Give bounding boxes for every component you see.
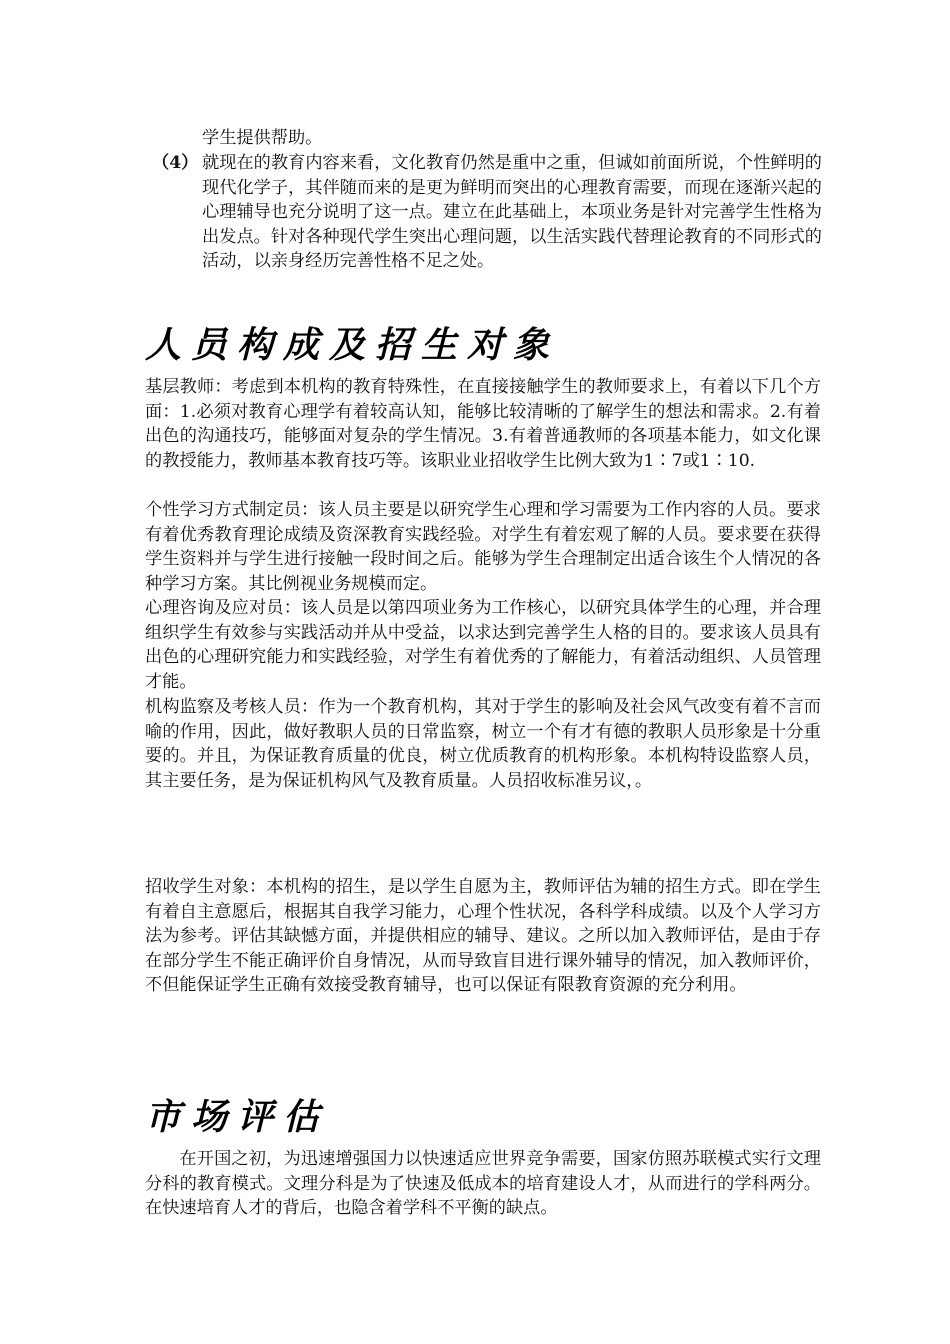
section-heading-staff: 人员构成及招生对象 — [145, 324, 560, 366]
paragraph-learning-planner: 个性学习方式制定员：该人员主要是以研究学生心理和学习需要为工作内容的人员。要求有着优秀教育理论成绩及资深教育实践经验。对学生有着宏观了解的人员。要求要在获得学生资料并与学生进行接触一段时间之后。能够为学生合理制定出适合该生个人情况的各种学习方案。其比例视业务规模而定。 — [145, 500, 821, 594]
continuation-text: 学生提供帮助。 — [202, 128, 323, 148]
paragraph-supervisor: 机构监察及考核人员：作为一个教育机构，其对于学生的影响及社会风气改变有着不言而喻的作用，因此，做好教职人员的日常监察，树立一个有才有德的教职人员形象是十分重要的。并且，为保证教育质量的优良，树立优质教育的机构形象。本机构特设监察人员，其主要任务，是为保证机构风气及教育质量。人员招收标准另议，。 — [145, 697, 821, 791]
paragraph-enrollment: 招收学生对象：本机构的招生，是以学生自愿为主，教师评估为辅的招生方式。即在学生有着自主意愿后，根据其自我学习能力，心理个性状况，各科学科成绩。以及个人学习方法为参考。评估其缺憾方面，并提供相应的辅导、建议。之所以加入教师评估，是由于存在部分学生不能正确评价自身情况，从而导致盲目进行课外辅导的情况，加入教师评价，不但能保证学生正确有效接受教育辅导，也可以保证有限教育资源的充分利用。 — [145, 877, 821, 996]
list-item-4 — [152, 151, 822, 274]
paragraph-market: 在开国之初，为迅速增强国力以快速适应世界竞争需要，国家仿照苏联模式实行文理分科的教育模式。文理分科是为了快速及低成本的培育建设人才，从而进行的学科两分。在快速培育人才的背后，也隐含着学科不平衡的缺点。 — [145, 1149, 821, 1219]
paragraph-counselor: 心理咨询及应对员：该人员是以第四项业务为工作核心，以研究具体学生的心理，并合理组织学生有效参与实践活动并从中受益，以求达到完善学生人格的目的。要求该人员具有出色的心理研究能力和实践经验，对学生有着优秀的了解能力，有着活动组织、人员管理才能。 — [145, 598, 821, 692]
section-heading-market: 市场评估 — [145, 1096, 330, 1138]
list-item-text: 就现在的教育内容来看，文化教育仍然是重中之重，但诚如前面所说，个性鲜明的现代化学子，其伴随而来的是更为鲜明而突出的心理教育需要，而现在逐渐兴起的心理辅导也充分说明了这一点。建立在此基础上，本项业务是针对完善学生性格为出发点。针对各种现代学生突出心理问题，以生活实践代替理论教育的不同形式的活动，以亲身经历完善性格不足之处。 — [202, 153, 822, 272]
list-item-number: （4） — [152, 153, 199, 173]
paragraph-basic-teacher: 基层教师：考虑到本机构的教育特殊性，在直接接触学生的教师要求上，有着以下几个方面：1.必须对教育心理学有着较高认知，能够比较清晰的了解学生的想法和需求。2.有着出色的沟通技巧，能够面对复杂的学生情况。3.有着普通教师的各项基本能力，如文化课的教授能力，教师基本教育技巧等。该职业业招收学生比例大致为1∶7或1∶10. — [145, 377, 821, 471]
